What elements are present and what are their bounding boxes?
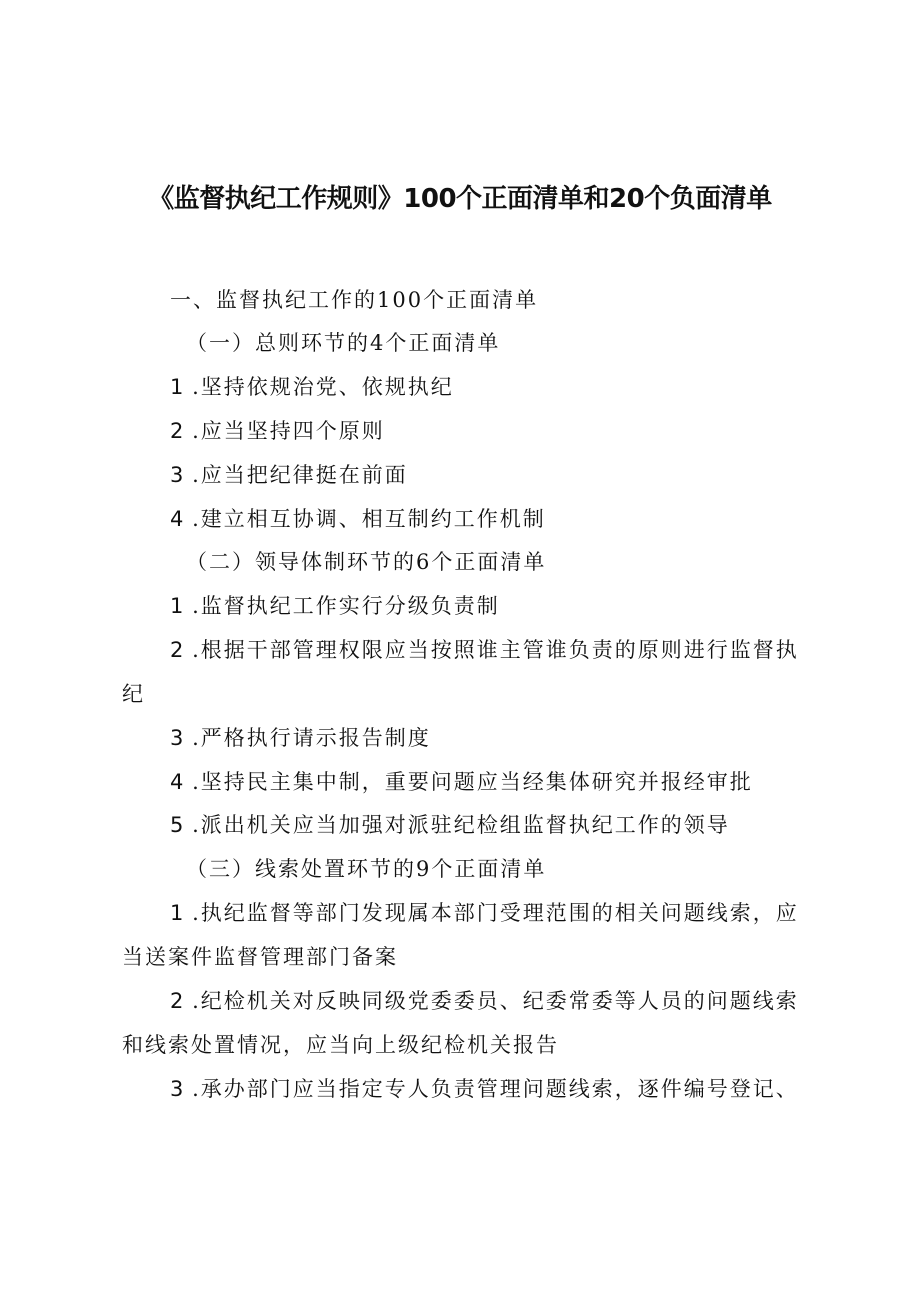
list-item	[170, 371, 454, 401]
item-number: 3	[170, 726, 184, 750]
item-number: 3	[170, 1077, 184, 1101]
item-text: .坚持依规治党、依规执纪	[192, 375, 454, 399]
list-item	[170, 1073, 799, 1103]
list-item	[170, 766, 753, 796]
item-text: .根据干部管理权限应当按照谁主管谁负责的原则进行监督执	[192, 638, 799, 662]
document-title: 《监督执纪工作规则》100个正面清单和20个负面清单	[148, 184, 772, 214]
list-item	[170, 985, 799, 1015]
item-text: .严格执行请示报告制度	[192, 726, 431, 750]
item-text: .纪检机关对反映同级党委委员、纪委常委等人员的问题线索	[192, 989, 799, 1013]
list-item	[170, 415, 385, 445]
list-item	[170, 634, 799, 664]
item-text: .应当坚持四个原则	[192, 419, 385, 443]
item-number: 4	[170, 770, 184, 794]
subsection-heading: （一）总则环节的4个正面清单	[186, 331, 501, 355]
item-continuation: 当送案件监督管理部门备案	[122, 945, 398, 969]
section-heading: 一、监督执纪工作的100个正面清单	[170, 288, 539, 312]
item-number: 4	[170, 507, 184, 531]
subsection-heading: （三）线索处置环节的9个正面清单	[186, 857, 547, 881]
list-item	[170, 809, 730, 839]
item-text: .建立相互协调、相互制约工作机制	[192, 507, 546, 531]
list-item	[170, 459, 408, 489]
item-text: .应当把纪律挺在前面	[192, 463, 408, 487]
item-number: 1	[170, 375, 184, 399]
item-continuation: 纪	[122, 682, 145, 706]
item-number: 1	[170, 901, 184, 925]
item-text: .监督执纪工作实行分级负责制	[192, 594, 500, 618]
item-number: 2	[170, 989, 184, 1013]
list-item	[170, 722, 431, 752]
list-item	[170, 590, 500, 620]
item-number: 1	[170, 594, 184, 618]
item-text: .承办部门应当指定专人负责管理问题线索，逐件编号登记、	[192, 1077, 799, 1101]
item-number: 2	[170, 419, 184, 443]
item-number: 5	[170, 813, 184, 837]
subsection-heading: （二）领导体制环节的6个正面清单	[186, 550, 547, 574]
item-text: .执纪监督等部门发现属本部门受理范围的相关问题线索，应	[192, 901, 799, 925]
item-text: .派出机关应当加强对派驻纪检组监督执纪工作的领导	[192, 813, 730, 837]
list-item	[170, 503, 546, 533]
item-text: .坚持民主集中制，重要问题应当经集体研究并报经审批	[192, 770, 753, 794]
item-number: 2	[170, 638, 184, 662]
item-number: 3	[170, 463, 184, 487]
list-item	[170, 897, 799, 927]
item-continuation: 和线索处置情况，应当向上级纪检机关报告	[122, 1033, 559, 1057]
